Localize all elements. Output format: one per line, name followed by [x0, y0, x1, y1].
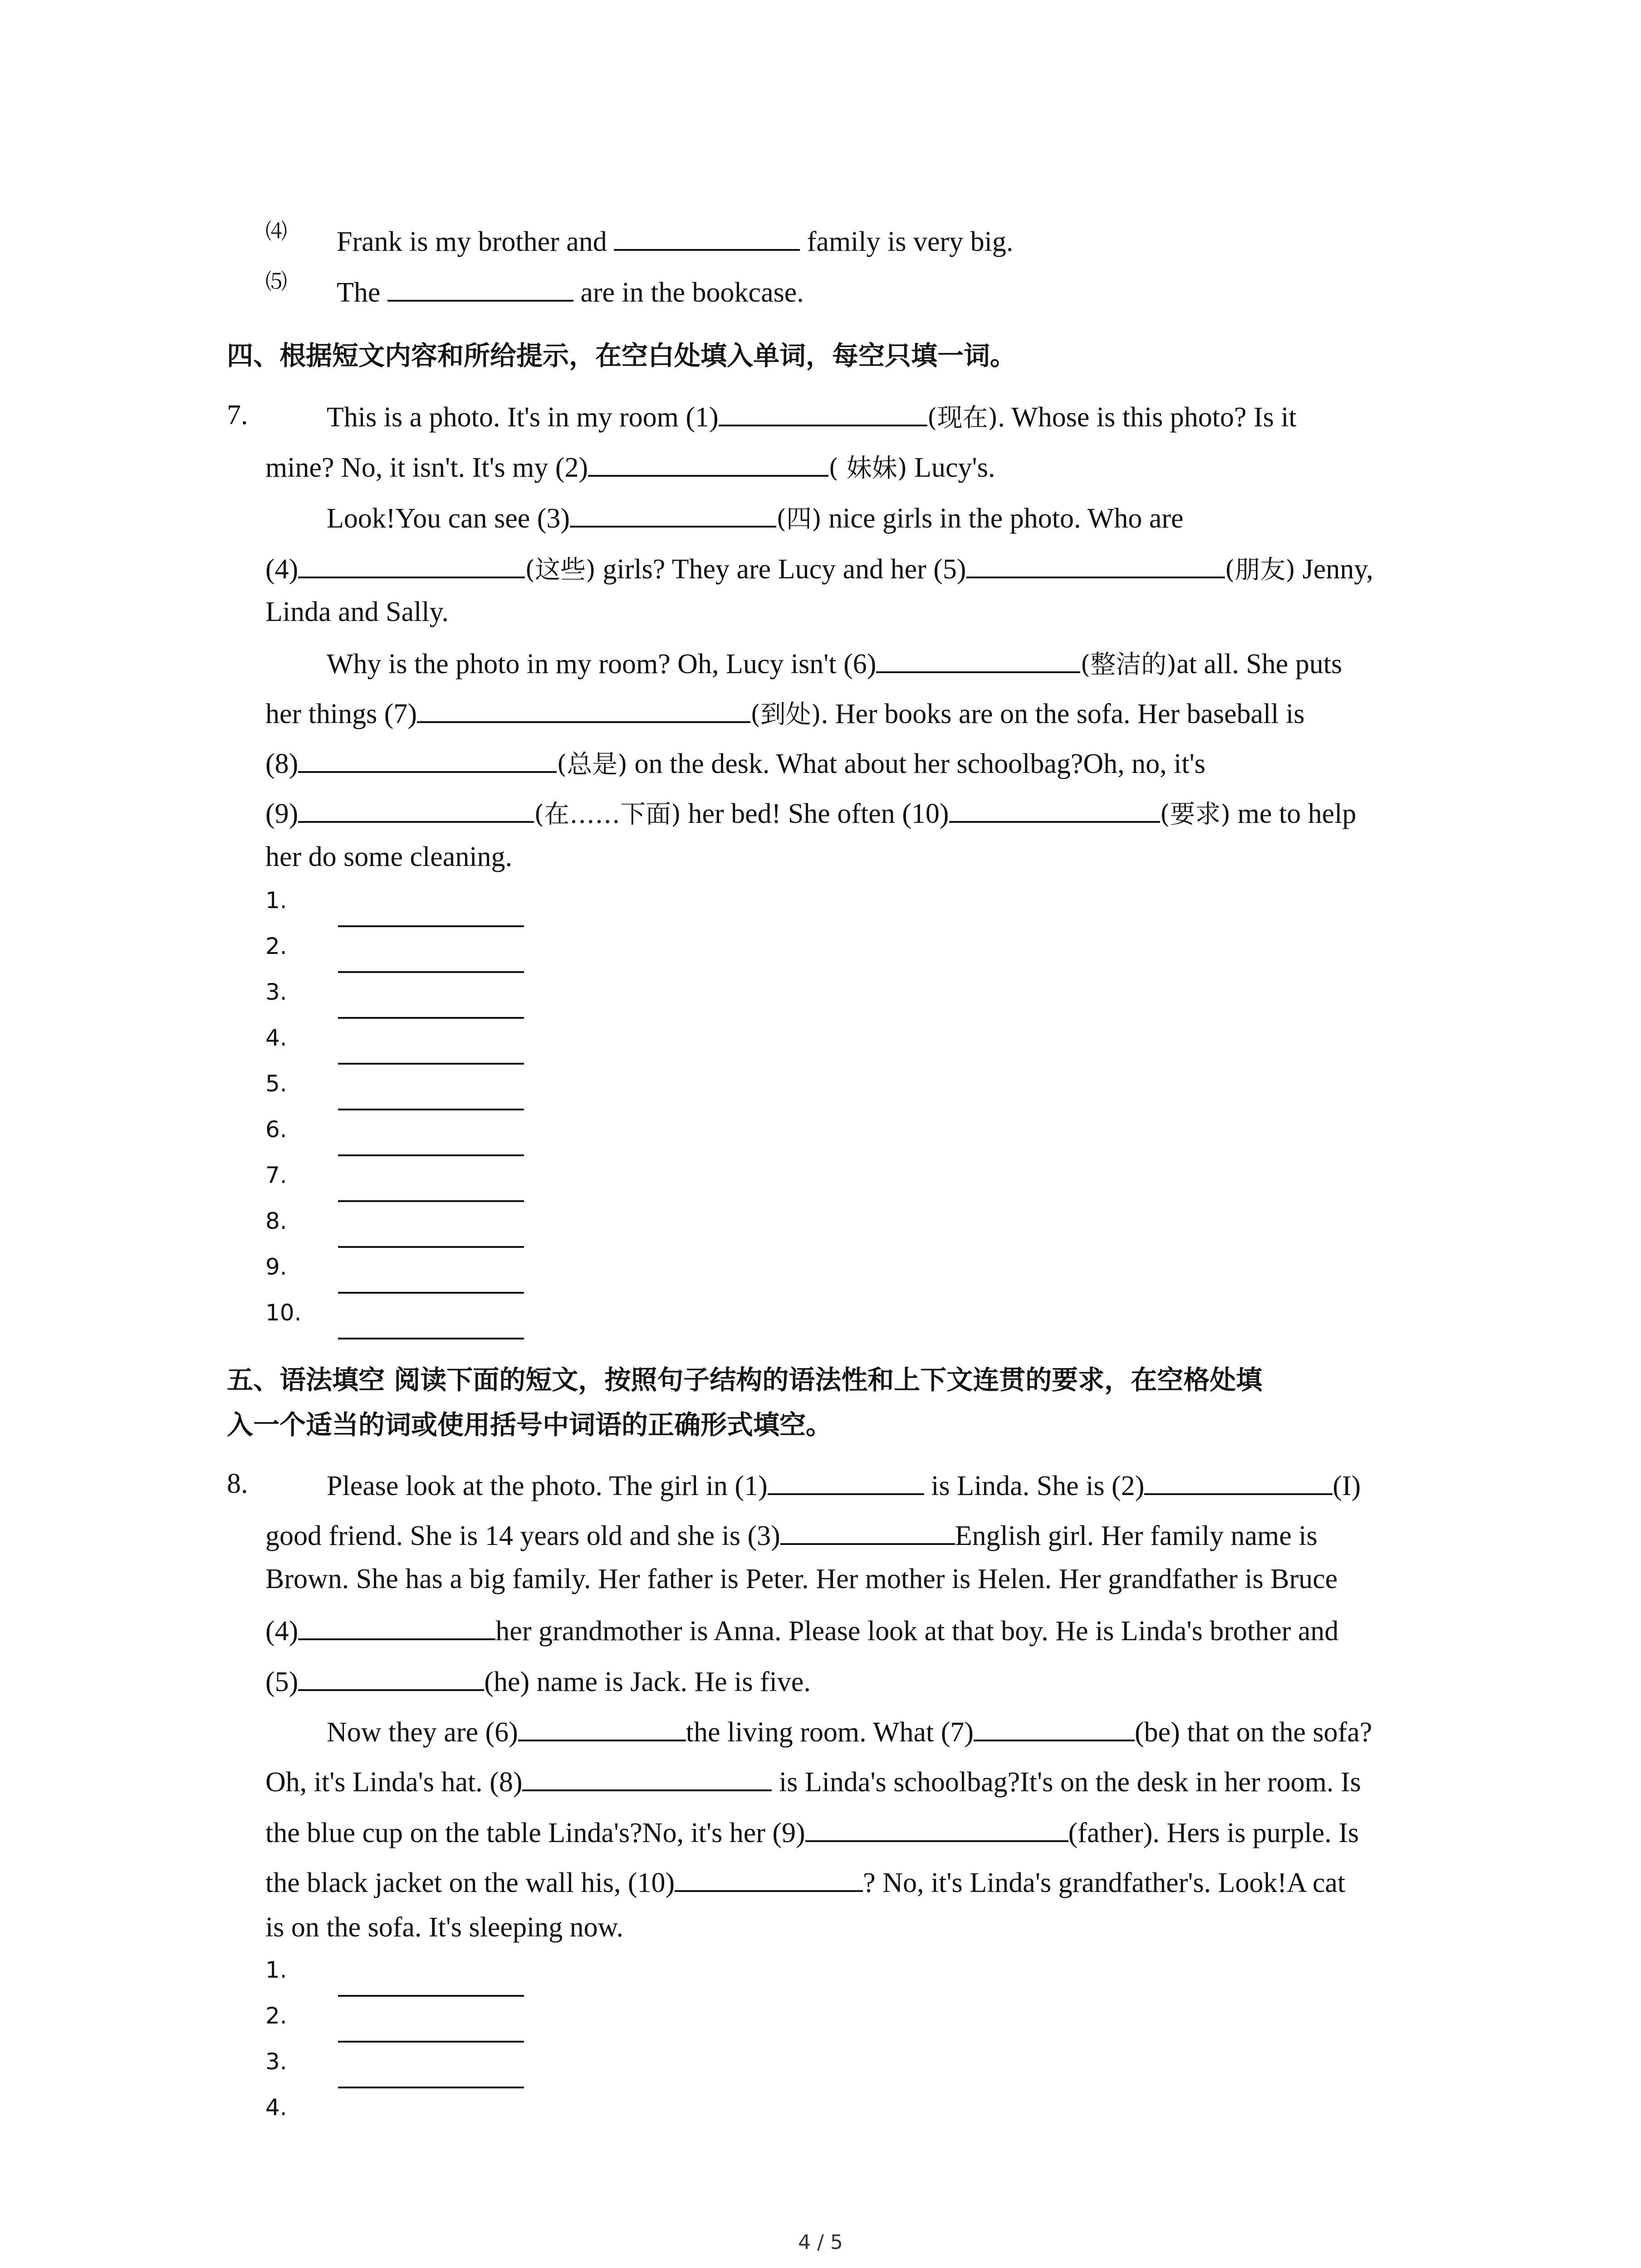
answer-number: 6.: [265, 1116, 287, 1143]
hint: (整洁的): [1080, 650, 1177, 679]
page-number: 4 / 5: [798, 2231, 843, 2254]
passage-line: [327, 502, 1184, 533]
hint: (朋友): [1225, 555, 1296, 585]
answer-line[interactable]: [338, 1063, 524, 1065]
passage-text: the living room. What (7): [686, 1717, 974, 1748]
answer-number: 10.: [265, 1300, 302, 1326]
answer-number: 2.: [265, 2003, 287, 2029]
answer-blank[interactable]: [417, 698, 750, 723]
answer-number: 5.: [265, 1070, 287, 1097]
sentence-text: family is very big.: [800, 226, 1014, 257]
answer-line[interactable]: [338, 1200, 524, 1202]
passage-text: nice girls in the photo. Who are: [821, 503, 1184, 534]
answer-line[interactable]: [338, 1154, 524, 1156]
answer-blank[interactable]: [298, 553, 525, 578]
answer-line[interactable]: [338, 1338, 524, 1339]
passage-text: (I): [1332, 1471, 1361, 1501]
passage-text: ? No, it's Linda's grandfather's. Look!A cat: [863, 1867, 1346, 1898]
sentence-5: [337, 276, 804, 307]
answer-blank[interactable]: [588, 451, 828, 477]
passage-text: This is a photo. It's in my room (1): [327, 402, 719, 433]
section-5-heading-cont: 入一个适当的词或使用括号中词语的正确形式填空。: [227, 1409, 833, 1440]
answer-number: 9.: [265, 1254, 287, 1280]
passage-text: (8): [265, 748, 299, 779]
passage-line: [265, 698, 1304, 728]
answer-blank[interactable]: [805, 1817, 1068, 1842]
answer-number: 3.: [265, 2048, 287, 2075]
section-4-heading: 四、根据短文内容和所给提示，在空白处填入单词，每空只填一词。: [227, 340, 1017, 371]
hint: (要求): [1160, 800, 1231, 829]
answer-blank[interactable]: [974, 1716, 1135, 1741]
passage-text: (4): [265, 1616, 299, 1647]
answer-number: 3.: [265, 979, 287, 1005]
answer-blank[interactable]: [675, 1867, 863, 1892]
answer-blank[interactable]: [780, 1520, 955, 1545]
item-number: ⑷: [265, 219, 288, 244]
answer-blank[interactable]: [614, 225, 800, 251]
passage-line: [265, 797, 1356, 828]
answer-blank[interactable]: [966, 553, 1225, 578]
answer-blank[interactable]: [570, 502, 776, 528]
answer-blank[interactable]: [719, 401, 927, 426]
passage-line: Brown. She has a big family. Her father is Peter. Her mother is Helen. Her grandfather is Bruce: [265, 1564, 1338, 1594]
passage-line: [265, 1766, 1361, 1796]
passage-text: her things (7): [265, 699, 417, 729]
passage-line: is on the sofa. It's sleeping now.: [265, 1912, 623, 1943]
answer-blank[interactable]: [298, 748, 557, 773]
passage-text: Please look at the photo. The girl in (1): [327, 1471, 768, 1501]
sentence-text: are in the bookcase.: [573, 277, 804, 308]
passage-line: Linda and Sally.: [265, 596, 449, 627]
passage-text: Jenny,: [1295, 554, 1373, 585]
hint: (这些): [525, 555, 596, 585]
answer-line[interactable]: [338, 1995, 524, 1997]
sentence-4: [337, 225, 1013, 256]
passage-text: the blue cup on the table Linda's?No, it's her (9): [265, 1818, 805, 1848]
answer-blank[interactable]: [298, 1615, 495, 1640]
passage-text: (be) that on the sofa?: [1135, 1717, 1372, 1748]
answer-number: 4.: [265, 1025, 287, 1051]
passage-text: (father). Hers is purple. Is: [1068, 1818, 1359, 1848]
passage-text: . Whose is this photo? Is it: [998, 402, 1297, 433]
item-number: ⑸: [265, 269, 288, 294]
passage-text: . Her books are on the sofa. Her baseball is: [821, 699, 1305, 729]
answer-blank[interactable]: [522, 1766, 772, 1791]
answer-blank[interactable]: [1144, 1470, 1332, 1495]
answer-number: 1.: [265, 887, 287, 914]
passage-line: [265, 1520, 1318, 1550]
passage-text: her grandmother is Anna. Please look at that boy. He is Linda's brother and: [495, 1616, 1339, 1647]
hint: ( 妹妹): [828, 454, 907, 483]
passage-text: Lucy's.: [907, 452, 995, 483]
answer-line[interactable]: [338, 1017, 524, 1019]
passage-line: [265, 1615, 1338, 1645]
passage-line: [327, 648, 1342, 678]
passage-text: at all. She puts: [1176, 649, 1342, 679]
answer-blank[interactable]: [949, 797, 1160, 823]
answer-blank[interactable]: [298, 1666, 484, 1691]
answer-number: 4.: [265, 2094, 287, 2121]
passage-text: on the desk. What about her schoolbag?Oh, no, it's: [627, 748, 1205, 779]
sentence-text: The: [337, 277, 387, 308]
answer-line[interactable]: [338, 2087, 524, 2088]
passage-text: (5): [265, 1667, 299, 1697]
hint: (总是): [557, 750, 627, 779]
answer-blank[interactable]: [298, 797, 534, 823]
passage-text: good friend. She is 14 years old and she is (3): [265, 1520, 780, 1551]
answer-line[interactable]: [338, 971, 524, 973]
passage-text: (he) name is Jack. He is five.: [484, 1667, 811, 1697]
passage-text: English girl. Her family name is: [955, 1520, 1318, 1551]
passage-line: [327, 401, 1297, 431]
passage-text: girls? They are Lucy and her (5): [596, 554, 966, 585]
hint: (到处): [750, 700, 821, 729]
answer-blank[interactable]: [768, 1470, 924, 1495]
passage-line: [265, 1817, 1359, 1847]
answer-line[interactable]: [338, 925, 524, 927]
answer-number: 2.: [265, 933, 287, 959]
section-5-heading: 五、语法填空 阅读下面的短文，按照句子结构的语法性和上下文连贯的要求，在空格处填: [227, 1364, 1263, 1395]
passage-text: her bed! She often (10): [681, 798, 949, 829]
answer-line[interactable]: [338, 2041, 524, 2043]
answer-number: 8.: [265, 1208, 287, 1234]
answer-blank[interactable]: [876, 648, 1080, 673]
answer-blank[interactable]: [518, 1716, 686, 1741]
sentence-text: Frank is my brother and: [337, 226, 614, 257]
answer-number: 1.: [265, 1957, 287, 1983]
passage-text: (9): [265, 798, 299, 829]
passage-line: [265, 553, 1373, 583]
passage-line: her do some cleaning.: [265, 841, 513, 872]
question-number: 8.: [227, 1468, 248, 1499]
passage-text: Now they are (6): [327, 1717, 518, 1748]
answer-line[interactable]: [338, 1246, 524, 1248]
passage-text: is Linda's schoolbag?It's on the desk in her room. Is: [772, 1767, 1361, 1798]
answer-line[interactable]: [338, 1109, 524, 1110]
hint: (现在): [927, 403, 998, 433]
passage-text: Why is the photo in my room? Oh, Lucy isn't (6): [327, 649, 877, 679]
passage-line: [327, 1470, 1361, 1500]
passage-text: mine? No, it isn't. It's my (2): [265, 452, 588, 483]
passage-line: [327, 1716, 1372, 1746]
passage-line: [265, 748, 1205, 778]
answer-number: 7.: [265, 1162, 287, 1188]
question-number: 7.: [227, 400, 248, 430]
passage-line: [265, 451, 995, 482]
passage-text: is Linda. She is (2): [924, 1471, 1145, 1501]
passage-text: Oh, it's Linda's hat. (8): [265, 1767, 523, 1798]
passage-line: [265, 1867, 1345, 1897]
passage-text: the black jacket on the wall his, (10): [265, 1867, 675, 1898]
passage-text: (4): [265, 554, 299, 585]
hint: (在……下面): [534, 800, 681, 829]
answer-blank[interactable]: [387, 276, 573, 302]
hint: (四): [776, 504, 822, 534]
passage-text: me to help: [1230, 798, 1357, 829]
passage-text: Look!You can see (3): [327, 503, 570, 534]
answer-line[interactable]: [338, 1292, 524, 1294]
passage-line: [265, 1666, 811, 1696]
